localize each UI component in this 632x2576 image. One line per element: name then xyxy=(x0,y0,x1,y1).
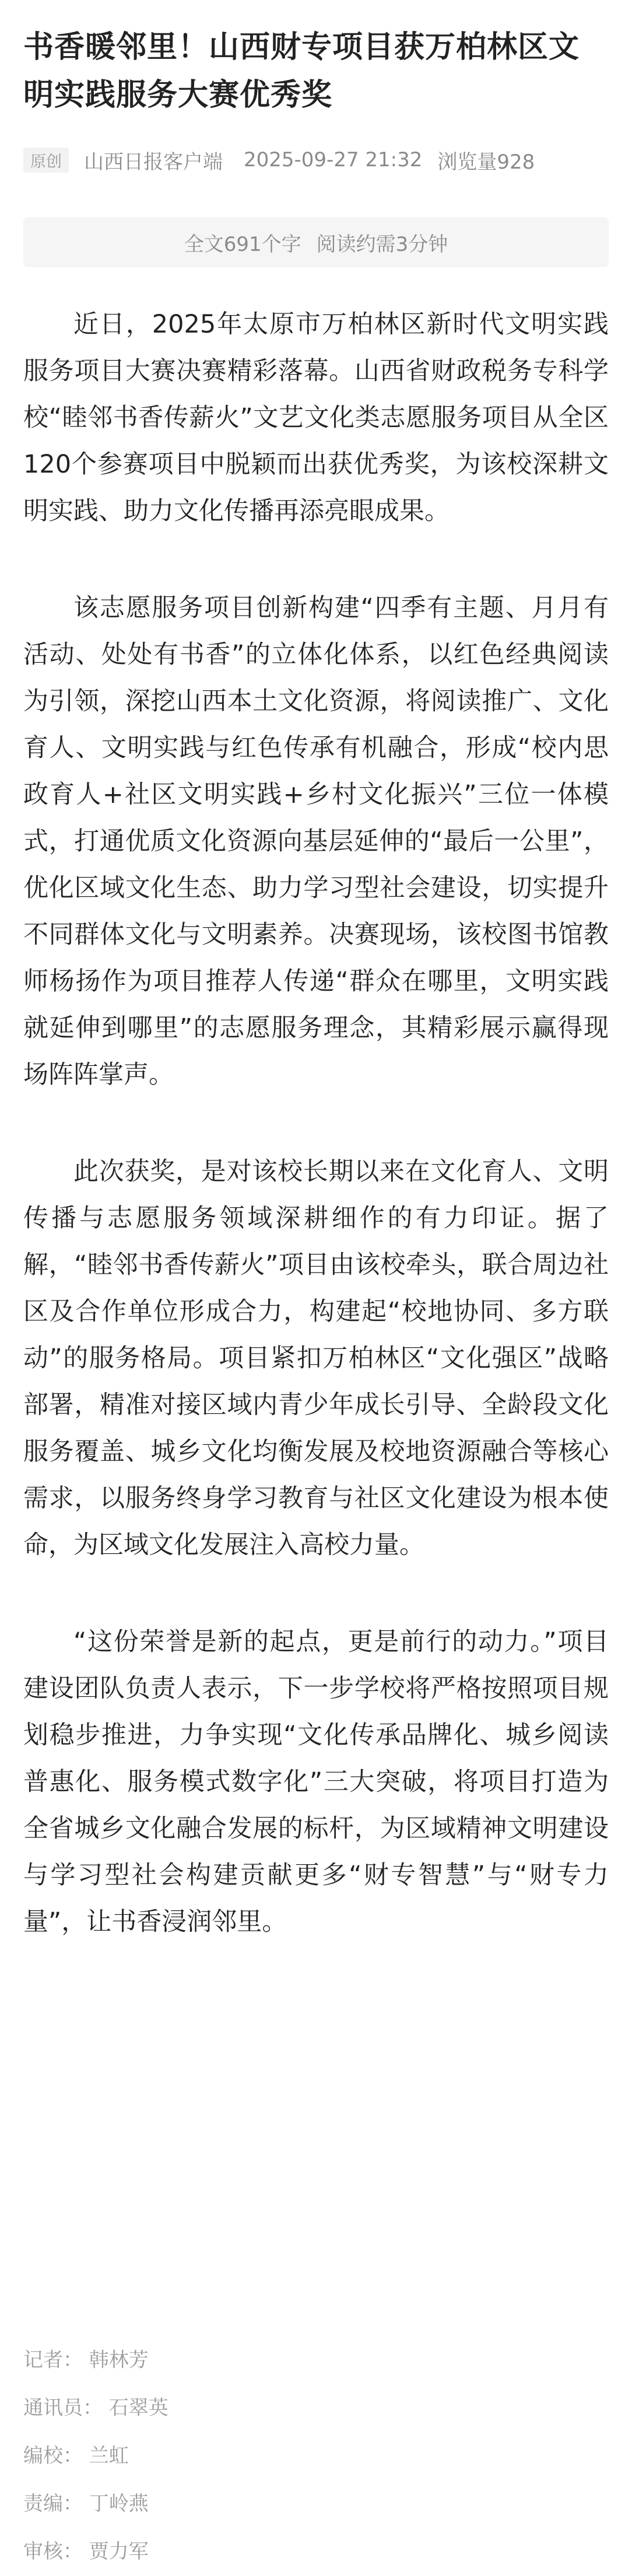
paragraph: “这份荣誉是新的起点，更是前行的动力。”项目建设团队负责人表示，下一步学校将严格按照项目规划稳步推进，力争实现“文化传承品牌化、城乡阅读普惠化、服务模式数字化”三大突破，将项目打造为全省城乡文化融合发展的标杆，为区域精神文明建设与学习型社会构建贡献更多“财专智慧”与“财专力量”，让书香浸润邻里。 xyxy=(23,1627,609,1937)
read-time: 阅读约需3分钟 xyxy=(316,232,448,256)
source-name[interactable]: 山西日报客户端 xyxy=(84,150,223,174)
article-meta xyxy=(23,146,535,174)
article-body xyxy=(23,301,609,1995)
credit-reporter: 记者： 韩林芳 xyxy=(23,2348,149,2372)
credit-correspondent: 通讯员： 石翠英 xyxy=(23,2396,168,2420)
credit-proofreader: 编校： 兰虹 xyxy=(23,2444,129,2467)
paragraph: 该志愿服务项目创新构建“四季有主题、月月有活动、处处有书香”的立体化体系，以红色经典阅读为引领，深挖山西本土文化资源，将阅读推广、文化育人、文明实践与红色传承有机融合，形成“校内思政育人+社区文明实践+乡村文化振兴”三位一体模式，打通优质文化资源向基层延伸的“最后一公里”，优化区域文化生态、助力学习型社会建设，切实提升不同群体文化与文明素养。决赛现场，该校图书馆教师杨扬作为项目推荐人传递“群众在哪里，文明实践就延伸到哪里”的志愿服务理念，其精彩展示赢得现场阵阵掌声。 xyxy=(23,593,609,1089)
original-badge: 原创 xyxy=(23,148,69,173)
credit-reviewer: 审核： 贾力军 xyxy=(23,2540,149,2563)
article-title: 书香暖邻里！山西财专项目获万柏林区文明实践服务大赛优秀奖 xyxy=(23,30,580,113)
article-credits xyxy=(23,2336,609,2575)
paragraph: 此次获奖，是对该校长期以来在文化育人、文明传播与志愿服务领域深耕细作的有力印证。据了解，“睦邻书香传薪火”项目由该校牵头，联合周边社区及合作单位形成合力，构建起“校地协同、多方联动”的服务格局。项目紧扣万柏林区“文化强区”战略部署，精准对接区域内青少年成长引导、全龄段文化服务覆盖、城乡文化均衡发展及校地资源融合等核心需求，以服务终身学习教育与社区文化建设为根本使命，为区域文化发展注入高校力量。 xyxy=(23,1157,609,1560)
publish-datetime: 2025-09-27 21:32 xyxy=(244,148,423,172)
word-count: 全文691个字 xyxy=(184,232,301,256)
reading-info-bar xyxy=(23,217,609,267)
credit-editor: 责编： 丁岭燕 xyxy=(23,2492,149,2515)
view-count: 浏览量928 xyxy=(437,150,535,174)
paragraph: 近日，2025年太原市万柏林区新时代文明实践服务项目大赛决赛精彩落幕。山西省财政税务专科学校“睦邻书香传薪火”文艺文化类志愿服务项目从全区120个参赛项目中脱颖而出获优秀奖，为该校深耕文明实践、助力文化传播再添亮眼成果。 xyxy=(23,310,609,526)
